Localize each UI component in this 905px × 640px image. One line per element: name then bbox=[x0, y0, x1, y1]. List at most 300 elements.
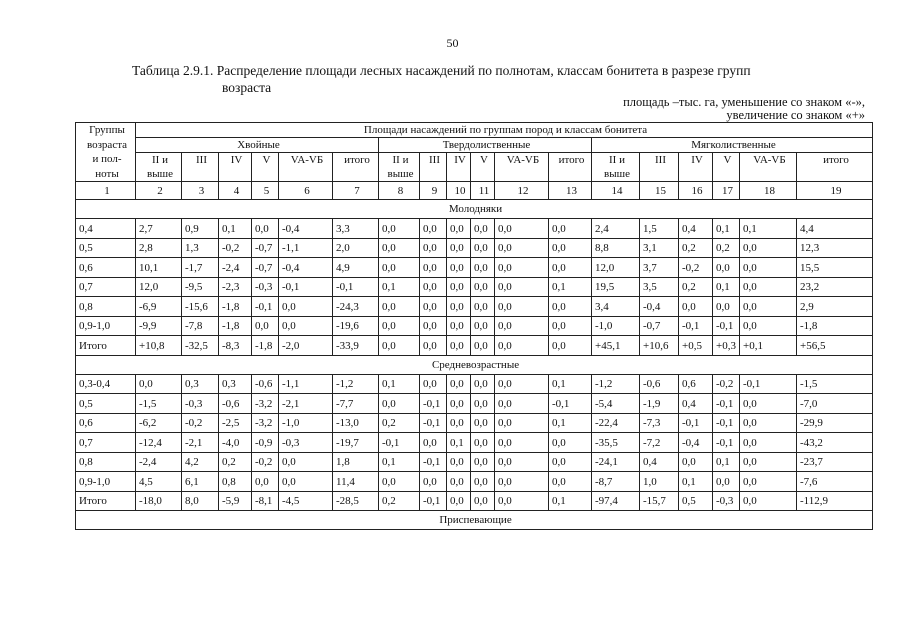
class-header: выше bbox=[379, 167, 420, 182]
table-cell: 0,0 bbox=[549, 472, 592, 492]
table-cell: -18,0 bbox=[136, 491, 182, 511]
table-cell: -0,1 bbox=[740, 374, 797, 394]
table-cell: -1,5 bbox=[797, 374, 873, 394]
table-cell: 0,4 bbox=[679, 219, 713, 239]
table-cell: -23,7 bbox=[797, 452, 873, 472]
column-number: 8 bbox=[379, 182, 420, 200]
table-cell: 0,4 bbox=[679, 394, 713, 414]
table-cell: 0,0 bbox=[549, 433, 592, 453]
table-cell: 0,0 bbox=[136, 374, 182, 394]
table-cell: 0,9 bbox=[182, 219, 219, 239]
row-label: Итого bbox=[76, 336, 136, 356]
table-cell: +0,5 bbox=[679, 336, 713, 356]
table-cell: 0,0 bbox=[471, 238, 495, 258]
table-row bbox=[76, 394, 873, 414]
table-cell: -0,1 bbox=[333, 277, 379, 297]
table-row bbox=[76, 452, 873, 472]
table-row bbox=[76, 336, 873, 356]
table-cell: 6,1 bbox=[182, 472, 219, 492]
class-header: III bbox=[182, 153, 219, 168]
table-cell: -1,8 bbox=[219, 297, 252, 317]
row-label: 0,4 bbox=[76, 219, 136, 239]
table-cell: 1,3 bbox=[182, 238, 219, 258]
table-cell: 12,0 bbox=[136, 277, 182, 297]
table-cell: -7,6 bbox=[797, 472, 873, 492]
table-cell: -2,4 bbox=[219, 258, 252, 278]
table-cell: 0,0 bbox=[549, 219, 592, 239]
table-row bbox=[76, 413, 873, 433]
table-cell: -8,1 bbox=[252, 491, 279, 511]
table-cell: -2,5 bbox=[219, 413, 252, 433]
table-cell: 0,0 bbox=[420, 316, 447, 336]
table-cell: -1,9 bbox=[640, 394, 679, 414]
table-cell: 0,0 bbox=[447, 472, 471, 492]
column-number: 16 bbox=[679, 182, 713, 200]
class-header: VA-VБ bbox=[495, 153, 549, 168]
column-number: 13 bbox=[549, 182, 592, 200]
table-cell: -0,1 bbox=[420, 413, 447, 433]
table-cell: -112,9 bbox=[797, 491, 873, 511]
table-cell: 0,0 bbox=[420, 238, 447, 258]
table-cell: 23,2 bbox=[797, 277, 873, 297]
table-cell: 0,0 bbox=[279, 452, 333, 472]
table-cell: -1,1 bbox=[279, 374, 333, 394]
table-cell: 0,0 bbox=[549, 297, 592, 317]
table-cell: -43,2 bbox=[797, 433, 873, 453]
table-row bbox=[76, 491, 873, 511]
table-cell: -1,5 bbox=[136, 394, 182, 414]
class-header-empty bbox=[713, 167, 740, 182]
table-cell: -0,1 bbox=[420, 491, 447, 511]
table-cell: 0,0 bbox=[420, 219, 447, 239]
table-cell: 0,0 bbox=[447, 297, 471, 317]
table-cell: -0,1 bbox=[679, 413, 713, 433]
table-cell: -0,2 bbox=[252, 452, 279, 472]
row-label: 0,7 bbox=[76, 433, 136, 453]
group-header: и пол- bbox=[76, 153, 136, 168]
table-cell: -0,4 bbox=[279, 219, 333, 239]
table-cell: 0,2 bbox=[379, 413, 420, 433]
column-number: 4 bbox=[219, 182, 252, 200]
table-cell: -3,2 bbox=[252, 413, 279, 433]
column-number: 3 bbox=[182, 182, 219, 200]
row-label: 0,9-1,0 bbox=[76, 316, 136, 336]
table-cell: 0,0 bbox=[447, 316, 471, 336]
table-cell: -2,3 bbox=[219, 277, 252, 297]
table-cell: -2,1 bbox=[182, 433, 219, 453]
table-cell: 0,0 bbox=[471, 491, 495, 511]
table-cell: 0,1 bbox=[549, 491, 592, 511]
table-cell: -0,6 bbox=[219, 394, 252, 414]
table-cell: 2,8 bbox=[136, 238, 182, 258]
table-cell: 0,0 bbox=[420, 336, 447, 356]
table-cell: -7,7 bbox=[333, 394, 379, 414]
table-row bbox=[76, 238, 873, 258]
table-cell: -7,8 bbox=[182, 316, 219, 336]
class-header-empty bbox=[252, 167, 279, 182]
table-cell: -9,5 bbox=[182, 277, 219, 297]
table-cell: 0,1 bbox=[379, 374, 420, 394]
class-header-empty bbox=[495, 167, 549, 182]
column-number: 15 bbox=[640, 182, 679, 200]
table-cell: -0,3 bbox=[279, 433, 333, 453]
row-label: Итого bbox=[76, 491, 136, 511]
table-cell: 0,0 bbox=[447, 413, 471, 433]
table-cell: 0,0 bbox=[679, 452, 713, 472]
table-cell: -0,1 bbox=[679, 316, 713, 336]
class-header: V bbox=[252, 153, 279, 168]
table-cell: 0,0 bbox=[495, 452, 549, 472]
table-cell: -15,7 bbox=[640, 491, 679, 511]
table-cell: 2,7 bbox=[136, 219, 182, 239]
table-cell: -0,7 bbox=[640, 316, 679, 336]
table-cell: -0,1 bbox=[713, 413, 740, 433]
table-cell: 0,1 bbox=[679, 472, 713, 492]
table-cell: 11,4 bbox=[333, 472, 379, 492]
class-header-empty bbox=[447, 167, 471, 182]
group-header: Группы bbox=[76, 123, 136, 138]
column-number: 2 bbox=[136, 182, 182, 200]
table-cell: -1,2 bbox=[592, 374, 640, 394]
table-cell: -6,2 bbox=[136, 413, 182, 433]
class-header: IV bbox=[219, 153, 252, 168]
row-label: 0,5 bbox=[76, 238, 136, 258]
table-cell: 0,1 bbox=[549, 374, 592, 394]
table-cell: 0,0 bbox=[495, 374, 549, 394]
table-row bbox=[76, 219, 873, 239]
class-header-empty bbox=[797, 167, 873, 182]
table-cell: -0,1 bbox=[549, 394, 592, 414]
table-cell: 0,0 bbox=[549, 452, 592, 472]
table-cell: 0,0 bbox=[495, 316, 549, 336]
column-number: 17 bbox=[713, 182, 740, 200]
table-row bbox=[76, 472, 873, 492]
row-label: 0,8 bbox=[76, 297, 136, 317]
table-cell: 0,0 bbox=[495, 219, 549, 239]
table-cell: -1,7 bbox=[182, 258, 219, 278]
table-cell: 0,0 bbox=[740, 394, 797, 414]
table-cell: -3,2 bbox=[252, 394, 279, 414]
table-cell: -0,3 bbox=[252, 277, 279, 297]
table-cell: 0,1 bbox=[549, 277, 592, 297]
table-cell: +0,3 bbox=[713, 336, 740, 356]
class-header-empty bbox=[420, 167, 447, 182]
table-cell: -24,1 bbox=[592, 452, 640, 472]
table-cell: 0,1 bbox=[379, 277, 420, 297]
table-cell: 0,0 bbox=[252, 316, 279, 336]
table-cell: 10,1 bbox=[136, 258, 182, 278]
table-cell: 2,9 bbox=[797, 297, 873, 317]
section-row bbox=[76, 200, 873, 219]
table-cell: 0,0 bbox=[495, 258, 549, 278]
section-title: Молодняки bbox=[76, 200, 873, 219]
table-cell: -8,7 bbox=[592, 472, 640, 492]
table-row bbox=[76, 374, 873, 394]
table-cell: 0,0 bbox=[740, 277, 797, 297]
class-header: IV bbox=[447, 153, 471, 168]
table-cell: 12,0 bbox=[592, 258, 640, 278]
table-cell: 0,0 bbox=[549, 238, 592, 258]
table-cell: 0,0 bbox=[740, 472, 797, 492]
table-cell: 0,0 bbox=[471, 472, 495, 492]
table-cell: 0,2 bbox=[679, 238, 713, 258]
table-cell: 0,2 bbox=[713, 238, 740, 258]
table-cell: 3,5 bbox=[640, 277, 679, 297]
class-header: III bbox=[640, 153, 679, 168]
class-header: IV bbox=[679, 153, 713, 168]
table-cell: 0,0 bbox=[495, 472, 549, 492]
table-cell: 2,0 bbox=[333, 238, 379, 258]
table-cell: 3,4 bbox=[592, 297, 640, 317]
table-cell: 0,8 bbox=[219, 472, 252, 492]
table-cell: 0,0 bbox=[471, 336, 495, 356]
table-cell: 0,0 bbox=[495, 336, 549, 356]
table-cell: 1,0 bbox=[640, 472, 679, 492]
class-header: выше bbox=[136, 167, 182, 182]
table-cell: -22,4 bbox=[592, 413, 640, 433]
table-cell: -1,8 bbox=[797, 316, 873, 336]
table-row bbox=[76, 316, 873, 336]
table-cell: 0,1 bbox=[713, 277, 740, 297]
table-cell: -0,4 bbox=[679, 433, 713, 453]
table-cell: 0,0 bbox=[471, 277, 495, 297]
table-cell: 0,1 bbox=[219, 219, 252, 239]
table-cell: 0,0 bbox=[420, 472, 447, 492]
table-cell: -8,3 bbox=[219, 336, 252, 356]
table-cell: 0,0 bbox=[713, 258, 740, 278]
table-cell: -7,3 bbox=[640, 413, 679, 433]
table-cell: 0,0 bbox=[471, 219, 495, 239]
group-header: ноты bbox=[76, 167, 136, 182]
table-cell: 0,0 bbox=[379, 336, 420, 356]
table-cell: 0,0 bbox=[471, 433, 495, 453]
page-number: 50 bbox=[446, 36, 459, 50]
table-cell: -19,6 bbox=[333, 316, 379, 336]
table-cell: 0,0 bbox=[495, 413, 549, 433]
table-cell: 0,0 bbox=[252, 219, 279, 239]
table-row bbox=[76, 258, 873, 278]
table-cell: -4,5 bbox=[279, 491, 333, 511]
table-cell: -7,2 bbox=[640, 433, 679, 453]
table-cell: 0,0 bbox=[740, 452, 797, 472]
table-cell: -0,6 bbox=[640, 374, 679, 394]
table-cell: -2,4 bbox=[136, 452, 182, 472]
table-cell: 0,0 bbox=[447, 374, 471, 394]
column-number: 11 bbox=[471, 182, 495, 200]
class-header: II и bbox=[136, 153, 182, 168]
table-cell: -0,2 bbox=[713, 374, 740, 394]
table-cell: 0,0 bbox=[279, 297, 333, 317]
row-label: 0,6 bbox=[76, 413, 136, 433]
table-cell: 0,0 bbox=[549, 258, 592, 278]
table-cell: 0,0 bbox=[495, 297, 549, 317]
table-cell: 0,0 bbox=[495, 238, 549, 258]
class-header-empty bbox=[640, 167, 679, 182]
class-header-empty bbox=[549, 167, 592, 182]
table-cell: 0,0 bbox=[447, 394, 471, 414]
table-cell: -0,7 bbox=[252, 238, 279, 258]
table-cell: 19,5 bbox=[592, 277, 640, 297]
table-cell: -13,0 bbox=[333, 413, 379, 433]
table-cell: -24,3 bbox=[333, 297, 379, 317]
class-header: III bbox=[420, 153, 447, 168]
table-cell: -0,2 bbox=[219, 238, 252, 258]
table-cell: -1,1 bbox=[279, 238, 333, 258]
table-title-line2: возраста bbox=[222, 80, 272, 95]
table-cell: -0,1 bbox=[713, 394, 740, 414]
table-cell: 0,0 bbox=[279, 472, 333, 492]
table-cell: -0,1 bbox=[713, 433, 740, 453]
row-label: 0,8 bbox=[76, 452, 136, 472]
class-header: II и bbox=[379, 153, 420, 168]
table-row bbox=[76, 277, 873, 297]
table-cell: 0,3 bbox=[182, 374, 219, 394]
class-header: итого bbox=[333, 153, 379, 168]
table-cell: 0,0 bbox=[740, 258, 797, 278]
table-cell: 3,7 bbox=[640, 258, 679, 278]
table-body bbox=[76, 123, 873, 530]
column-number: 6 bbox=[279, 182, 333, 200]
table-cell: 0,2 bbox=[219, 452, 252, 472]
table-cell: 0,0 bbox=[420, 297, 447, 317]
units-note-line2: увеличение со знаком «+» bbox=[726, 107, 865, 122]
table-cell: 1,8 bbox=[333, 452, 379, 472]
table-cell: 3,3 bbox=[333, 219, 379, 239]
table-cell: -0,3 bbox=[713, 491, 740, 511]
column-number: 19 bbox=[797, 182, 873, 200]
units-note-line1: площадь –тыс. га, уменьшение со знаком «-», bbox=[623, 95, 865, 109]
table-cell: 0,0 bbox=[379, 472, 420, 492]
table-cell: 0,0 bbox=[420, 277, 447, 297]
class-header: II и bbox=[592, 153, 640, 168]
table-cell: -4,0 bbox=[219, 433, 252, 453]
table-cell: 0,0 bbox=[549, 316, 592, 336]
table-cell: -1,2 bbox=[333, 374, 379, 394]
table-cell: 0,4 bbox=[640, 452, 679, 472]
table-cell: 0,0 bbox=[420, 433, 447, 453]
table-cell: 0,0 bbox=[471, 297, 495, 317]
table-cell: 12,3 bbox=[797, 238, 873, 258]
table-cell: 0,0 bbox=[447, 219, 471, 239]
table-cell: -0,4 bbox=[279, 258, 333, 278]
table-cell: 0,0 bbox=[679, 297, 713, 317]
table-cell: 0,0 bbox=[495, 394, 549, 414]
group-header-hardwoods: Твердолиственные bbox=[379, 138, 592, 153]
class-header: V bbox=[713, 153, 740, 168]
table-cell: -1,8 bbox=[219, 316, 252, 336]
table-cell: -15,6 bbox=[182, 297, 219, 317]
column-number: 10 bbox=[447, 182, 471, 200]
table-cell: 0,0 bbox=[447, 491, 471, 511]
table-cell: 0,0 bbox=[740, 238, 797, 258]
table-cell: 0,3 bbox=[219, 374, 252, 394]
table-cell: +45,1 bbox=[592, 336, 640, 356]
table-cell: +0,1 bbox=[740, 336, 797, 356]
table-cell: -0,1 bbox=[279, 277, 333, 297]
row-label: 0,6 bbox=[76, 258, 136, 278]
group-header-softwoods: Мягколиственные bbox=[592, 138, 873, 153]
table-cell: -0,6 bbox=[252, 374, 279, 394]
table-title-line1: Таблица 2.9.1. Распределение площади лесных насаждений по полнотам, классам бонитета в разрезе групп bbox=[132, 63, 751, 78]
forest-area-table bbox=[75, 122, 873, 530]
row-label: 0,3-0,4 bbox=[76, 374, 136, 394]
table-cell: +56,5 bbox=[797, 336, 873, 356]
table-cell: 0,0 bbox=[279, 316, 333, 336]
group-header: возраста bbox=[76, 138, 136, 153]
table-cell: -0,1 bbox=[420, 452, 447, 472]
table-cell: -0,7 bbox=[252, 258, 279, 278]
table-cell: 0,0 bbox=[713, 472, 740, 492]
table-cell: -5,9 bbox=[219, 491, 252, 511]
table-cell: -5,4 bbox=[592, 394, 640, 414]
table-cell: 0,0 bbox=[471, 413, 495, 433]
class-header: VA-VБ bbox=[279, 153, 333, 168]
table-cell: 0,0 bbox=[379, 258, 420, 278]
table-cell: 0,5 bbox=[679, 491, 713, 511]
class-header-empty bbox=[740, 167, 797, 182]
table-cell: -6,9 bbox=[136, 297, 182, 317]
table-cell: -0,1 bbox=[713, 316, 740, 336]
table-cell: -28,5 bbox=[333, 491, 379, 511]
column-number: 14 bbox=[592, 182, 640, 200]
table-cell: 0,1 bbox=[713, 452, 740, 472]
group-header-conifers: Хвойные bbox=[136, 138, 379, 153]
table-cell: 0,0 bbox=[447, 452, 471, 472]
table-cell: 0,2 bbox=[679, 277, 713, 297]
table-cell: -1,0 bbox=[279, 413, 333, 433]
column-number: 12 bbox=[495, 182, 549, 200]
table-cell: 0,0 bbox=[471, 374, 495, 394]
table-cell: 0,0 bbox=[420, 258, 447, 278]
section-row bbox=[76, 355, 873, 374]
table-cell: 0,0 bbox=[471, 394, 495, 414]
table-row bbox=[76, 297, 873, 317]
table-cell: -0,2 bbox=[679, 258, 713, 278]
table-cell: 0,0 bbox=[447, 336, 471, 356]
class-header-empty bbox=[279, 167, 333, 182]
table-cell: -29,9 bbox=[797, 413, 873, 433]
row-label: 0,9-1,0 bbox=[76, 472, 136, 492]
table-cell: 0,0 bbox=[740, 413, 797, 433]
class-header-empty bbox=[679, 167, 713, 182]
table-cell: -0,3 bbox=[182, 394, 219, 414]
table-cell: 0,0 bbox=[420, 374, 447, 394]
table-cell: 0,0 bbox=[740, 316, 797, 336]
section-title: Средневозрастные bbox=[76, 355, 873, 374]
table-row bbox=[76, 433, 873, 453]
table-cell: 0,0 bbox=[471, 452, 495, 472]
table-title bbox=[132, 62, 872, 96]
table-cell: -9,9 bbox=[136, 316, 182, 336]
table-cell: -1,0 bbox=[592, 316, 640, 336]
table-cell: -32,5 bbox=[182, 336, 219, 356]
table-cell: 0,0 bbox=[447, 277, 471, 297]
column-number: 18 bbox=[740, 182, 797, 200]
table-cell: +10,6 bbox=[640, 336, 679, 356]
class-header: VA-VБ bbox=[740, 153, 797, 168]
column-number: 1 bbox=[76, 182, 136, 200]
table-cell: 4,2 bbox=[182, 452, 219, 472]
table-cell: -35,5 bbox=[592, 433, 640, 453]
class-header-empty bbox=[182, 167, 219, 182]
table-cell: -0,2 bbox=[182, 413, 219, 433]
header-top: Площади насаждений по группам пород и классам бонитета bbox=[136, 123, 873, 138]
table-cell: -0,1 bbox=[420, 394, 447, 414]
table-cell: 0,1 bbox=[379, 452, 420, 472]
table-cell: 0,0 bbox=[471, 316, 495, 336]
row-label: 0,5 bbox=[76, 394, 136, 414]
table-cell: 3,1 bbox=[640, 238, 679, 258]
